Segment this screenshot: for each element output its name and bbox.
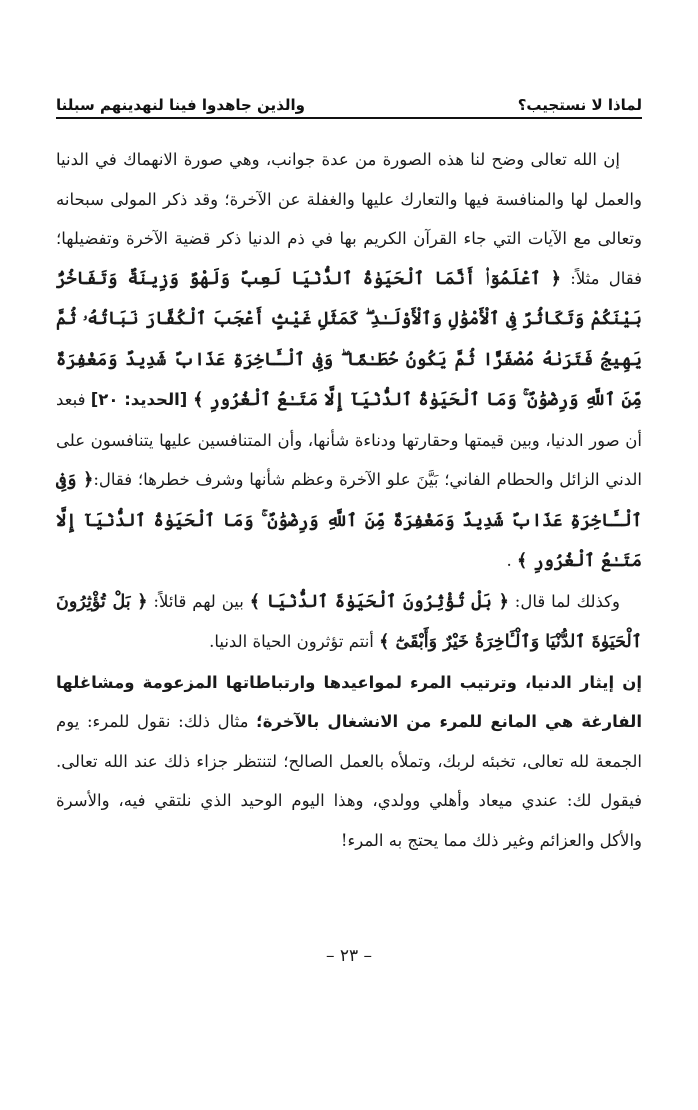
- paragraph-3: [56, 663, 642, 861]
- paragraph-2-end: أنتم تؤثرون الحياة الدنيا.: [209, 632, 380, 651]
- page-number: – ٢٣ –: [325, 946, 373, 966]
- paragraph-2: [56, 582, 642, 663]
- page-body: [56, 140, 642, 860]
- quran-verse-ala-1: ﴿ بَلْ تُؤْثِرُونَ ٱلْحَيَوٰةَ ٱلدُّنْيَا ﴾: [249, 591, 509, 612]
- paragraph-2-text-continued: بين لهم قائلاً:: [147, 591, 250, 611]
- paragraph-2-text: وكذلك لما قال:: [508, 591, 620, 611]
- quran-verse-hadid: ﴿ ٱعْلَمُوٓا۟ أَنَّمَا ٱلْحَيَوٰةُ ٱلدُّنْيَا لَعِبٌ وَلَهْوٌ وَزِينَةٌ وَتَفَاخُرٌۢ بَيْنَكُمْ وَتَكَاثُرٌ فِى ٱلْأَمْوَٰلِ وَٱلْأَوْلَـٰدِ ۖ كَمَثَلِ غَيْثٍ أَعْجَبَ ٱلْكُفَّارَ نَبَاتُهُۥ ثُمَّ يَهِيجُ فَتَرَىٰهُ مُصْفَرًّا ثُمَّ يَكُونُ حُطَـٰمًا ۖ وَفِى ٱلْـَٔاخِرَةِ عَذَابٌ شَدِيدٌ وَمَغْفِرَةٌ مِّنَ ٱللَّهِ وَرِضْوَٰنٌ ۚ وَمَا ٱلْحَيَوٰةُ ٱلدُّنْيَآ إِلَّا مَتَـٰعُ ٱلْغُرُورِ ﴾: [56, 268, 642, 410]
- quran-verse-ala-2: ﴿ بَلْ تُؤْثِرُونَ ٱلْحَيَوٰةَ ٱلدُّنْيَا وَٱلْـَٔاخِرَةُ خَيْرٌ وَأَبْقَىٰٓ ﴾: [56, 591, 642, 652]
- header-chapter-title: والذين جاهدوا فينا لنهدينهم سبلنا: [56, 96, 305, 114]
- paragraph-3-text: مثال ذلك: نقول للمرء: يوم الجمعة لله تعالى، تخبئه لربك، وتملأه بالعمل الصالح؛ لتنتظر جزاء ذلك عند الله تعالى. فيقول لك: عندي ميعاد وأهلي وولدي، وهذا اليوم الوحيد الذي نلتقي فيه، والأسرة والأكل والعزائم وغير ذلك مما يحتج به المرء!: [56, 712, 642, 850]
- paragraph-1-text-continued: فبعد أن صور الدنيا، وبين قيمتها وحقارتها ودناءة شأنها، وأن المتنافسين عليها يتنافسون على الدني الزائل والحطام الفاني؛ بَيَّنَ علو الآخرة وعظم شأنها وشرف خطرها؛ فقال:: [56, 390, 642, 489]
- paragraph-3-bold-lead: إن إيثار الدنيا، وترتيب المرء لمواعيدها وارتباطاتها المزعومة ومشاغلها الفارغة هي المانع للمرء من الانشغال بالآخرة؛: [56, 672, 642, 731]
- verse-reference: [الحديد: ٢٠]: [90, 390, 194, 409]
- paragraph-1-text: إن الله تعالى وضح لنا هذه الصورة من عدة جوانب، وهي صورة الانهماك في الدنيا والعمل لها والمنافسة فيها والتعارك عليها والغفلة عن الآخرة؛ وقد ذكر المولى سبحانه وتعالى مع الآيات التي جاء القرآن الكريم بها في ذم الدنيا ذكر قضية الآخرة وتفضيلها؛ فقال مثلاً:: [56, 150, 642, 288]
- header-book-title: لماذا لا نستجيب؟: [517, 96, 642, 114]
- paragraph-1-end: .: [506, 551, 518, 570]
- header-rule: [56, 117, 642, 119]
- running-header: [56, 86, 642, 114]
- quran-verse-hadid-excerpt: ﴿ وَفِى ٱلْـَٔاخِرَةِ عَذَابٌ شَدِيدٌ وَمَغْفِرَةٌ مِّنَ ٱللَّهِ وَرِضْوَٰنٌ ۚ وَمَا ٱلْحَيَوٰةُ ٱلدُّنْيَآ إِلَّا مَتَـٰعُ ٱلْغُرُورِ ﴾: [56, 470, 642, 571]
- paragraph-1: [56, 140, 642, 582]
